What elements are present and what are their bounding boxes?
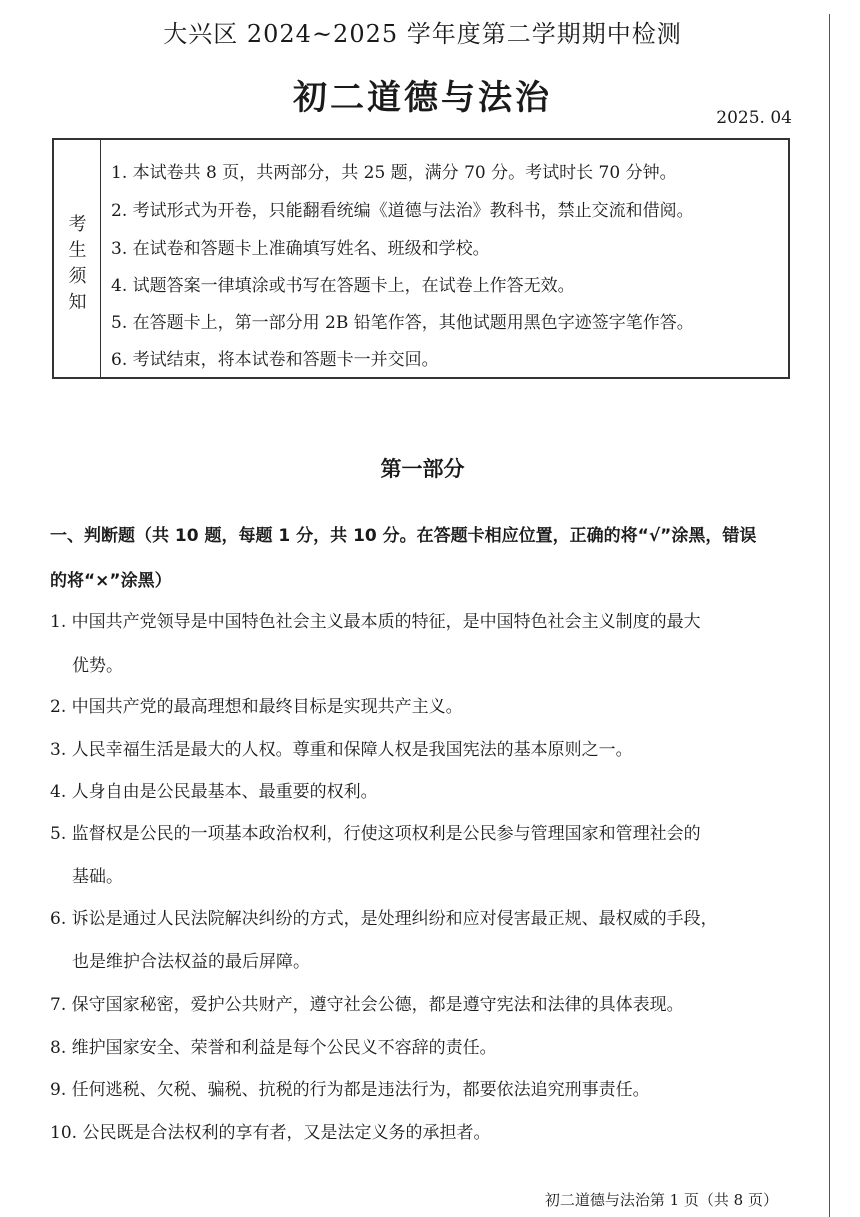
section-instruction: 一、判断题（共 10 题，每题 1 分，共 10 分。在答题卡相应位置，正确的将“√”涂黑，错误 — [50, 526, 757, 546]
question-8: 8. 维护国家安全、荣誉和利益是每个公民义不容辞的责任。 — [50, 1038, 497, 1058]
question-1: 1. 中国共产党领导是中国特色社会主义最本质的特征，是中国特色社会主义制度的最大 — [50, 612, 701, 632]
exam-header-title: 大兴区 2024~2025 学年度第二学期期中检测 — [163, 20, 682, 48]
notice-label-char: 考 — [68, 214, 87, 235]
notice-item: 2. 考试形式为开卷，只能翻看统编《道德与法治》教科书，禁止交流和借阅。 — [111, 201, 694, 221]
question-5-continued: 基础。 — [72, 867, 123, 887]
question-4: 4. 人身自由是公民最基本、最重要的权利。 — [50, 782, 378, 802]
notice-label — [54, 140, 101, 377]
notice-label-char: 生 — [68, 240, 87, 261]
question-1-continued: 优势。 — [72, 656, 123, 676]
exam-date: 2025. 04 — [716, 108, 792, 128]
page-edge-line — [829, 14, 830, 1217]
exam-notice-box — [52, 138, 790, 379]
question-7: 7. 保守国家秘密，爱护公共财产，遵守社会公德，都是遵守宪法和法律的具体表现。 — [50, 995, 684, 1015]
question-9: 9. 任何逃税、欠税、骗税、抗税的行为都是违法行为，都要依法追究刑事责任。 — [50, 1080, 650, 1100]
question-6-continued: 也是维护合法权益的最后屏障。 — [72, 952, 310, 972]
subject-title: 初二道德与法治 — [293, 78, 552, 118]
question-5: 5. 监督权是公民的一项基本政治权利，行使这项权利是公民参与管理国家和管理社会的 — [50, 824, 701, 844]
section-title: 第一部分 — [380, 457, 465, 481]
notice-label-char: 知 — [68, 292, 87, 313]
notice-item: 1. 本试卷共 8 页，共两部分，共 25 题，满分 70 分。考试时长 70 分钟。 — [111, 163, 677, 183]
notice-item: 5. 在答题卡上，第一部分用 2B 铅笔作答，其他试题用黑色字迹签字笔作答。 — [111, 313, 694, 333]
notice-label-char: 须 — [68, 266, 87, 287]
question-3: 3. 人民幸福生活是最大的人权。尊重和保障人权是我国宪法的基本原则之一。 — [50, 740, 633, 760]
notice-item: 6. 考试结束，将本试卷和答题卡一并交回。 — [111, 350, 439, 370]
question-2: 2. 中国共产党的最高理想和最终目标是实现共产主义。 — [50, 697, 463, 717]
notice-item: 4. 试题答案一律填涂或书写在答题卡上，在试卷上作答无效。 — [111, 276, 575, 296]
section-instruction: 的将“×”涂黑） — [50, 571, 172, 591]
page-footer: 初二道德与法治第 1 页（共 8 页） — [544, 1191, 778, 1209]
question-6: 6. 诉讼是通过人民法院解决纠纷的方式，是处理纠纷和应对侵害最正规、最权威的手段， — [50, 909, 718, 929]
question-10: 10. 公民既是合法权利的享有者，又是法定义务的承担者。 — [50, 1123, 491, 1143]
notice-item: 3. 在试卷和答题卡上准确填写姓名、班级和学校。 — [111, 239, 490, 259]
